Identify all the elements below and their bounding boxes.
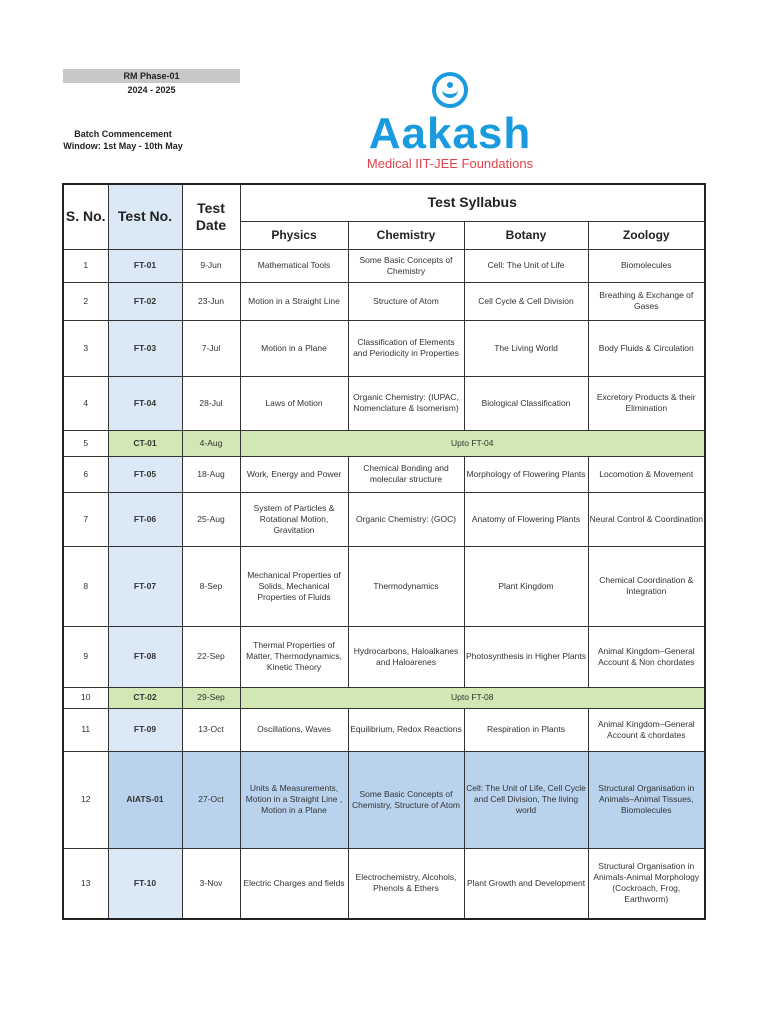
zoology-topic: Body Fluids & Circulation [588,320,705,376]
test-date: 29-Sep [182,687,240,708]
chemistry-topic: Some Basic Concepts of Chemistry, Structure of Atom [348,751,464,848]
test-number: CT-01 [108,430,182,456]
test-date: 4-Aug [182,430,240,456]
botany-topic: Cell Cycle & Cell Division [464,282,588,320]
zoology-topic: Structural Organisation in Animals-Animal Morphology (Cockroach, Frog, Earthworm) [588,848,705,919]
test-date: 23-Jun [182,282,240,320]
table-row [63,249,705,282]
serial-number: 1 [63,249,108,282]
header-test-date: Test Date [182,184,240,249]
botany-topic: Plant Kingdom [464,546,588,626]
botany-topic: Biological Classification [464,376,588,430]
botany-topic: Cell: The Unit of Life [464,249,588,282]
physics-topic: Units & Measurements, Motion in a Straight Line , Motion in a Plane [240,751,348,848]
chemistry-topic: Electrochemistry, Alcohols, Phenols & Ethers [348,848,464,919]
botany-topic: Anatomy of Flowering Plants [464,492,588,546]
header-sno: S. No. [63,184,108,249]
test-number: FT-07 [108,546,182,626]
zoology-topic: Structural Organisation in Animals–Animal Tissues, Biomolecules [588,751,705,848]
header-zoology: Zoology [588,221,705,249]
header-physics: Physics [240,221,348,249]
physics-topic: Thermal Properties of Matter, Thermodynamics, Kinetic Theory [240,626,348,687]
physics-topic: System of Particles & Rotational Motion, Gravitation [240,492,348,546]
table-row [63,456,705,492]
chemistry-topic: Classification of Elements and Periodicity in Properties [348,320,464,376]
test-number: FT-05 [108,456,182,492]
zoology-topic: Breathing & Exchange of Gases [588,282,705,320]
test-number: AIATS-01 [108,751,182,848]
test-number: FT-02 [108,282,182,320]
test-date: 3-Nov [182,848,240,919]
test-date: 18-Aug [182,456,240,492]
batch-window: Batch Commencement Window: 1st May - 10th May [63,129,183,151]
academic-year: 2024 - 2025 [127,85,176,95]
physics-topic: Oscillations, Waves [240,708,348,751]
table-row [63,626,705,687]
physics-topic: Mechanical Properties of Solids, Mechanical Properties of Fluids [240,546,348,626]
test-date: 27-Oct [182,751,240,848]
aakash-logo [350,72,550,171]
logo-tagline: Medical IIT-JEE Foundations [366,156,534,171]
botany-topic: Respiration in Plants [464,708,588,751]
physics-topic: Work, Energy and Power [240,456,348,492]
serial-number: 13 [63,848,108,919]
table-row [63,320,705,376]
test-date: 25-Aug [182,492,240,546]
test-date: 9-Jun [182,249,240,282]
serial-number: 10 [63,687,108,708]
zoology-topic: Locomotion & Movement [588,456,705,492]
syllabus-merged: Upto FT-04 [240,430,705,456]
serial-number: 7 [63,492,108,546]
table-row [63,687,705,708]
serial-number: 6 [63,456,108,492]
test-number: FT-08 [108,626,182,687]
serial-number: 12 [63,751,108,848]
header-test-no: Test No. [108,184,182,249]
botany-topic: Cell: The Unit of Life, Cell Cycle and Cell Division, The living world [464,751,588,848]
aakash-logo-icon [432,72,468,108]
test-number: FT-10 [108,848,182,919]
zoology-topic: Animal Kingdom–General Account & chordates [588,708,705,751]
header-botany: Botany [464,221,588,249]
chemistry-topic: Organic Chemistry: (IUPAC, Nomenclature & Isomerism) [348,376,464,430]
test-date: 7-Jul [182,320,240,376]
physics-topic: Mathematical Tools [240,249,348,282]
chemistry-topic: Hydrocarbons, Haloalkanes and Haloarenes [348,626,464,687]
table-row [63,546,705,626]
table-row [63,492,705,546]
zoology-topic: Chemical Coordination & Integration [588,546,705,626]
test-number: FT-06 [108,492,182,546]
serial-number: 11 [63,708,108,751]
chemistry-topic: Chemical Bonding and molecular structure [348,456,464,492]
serial-number: 2 [63,282,108,320]
test-date: 8-Sep [182,546,240,626]
header-chemistry: Chemistry [348,221,464,249]
zoology-topic: Biomolecules [588,249,705,282]
serial-number: 3 [63,320,108,376]
botany-topic: Plant Growth and Development [464,848,588,919]
serial-number: 9 [63,626,108,687]
table-row [63,376,705,430]
physics-topic: Motion in a Straight Line [240,282,348,320]
test-schedule-table [62,183,706,920]
test-number: CT-02 [108,687,182,708]
table-row [63,848,705,919]
syllabus-merged: Upto FT-08 [240,687,705,708]
zoology-topic: Animal Kingdom–General Account & Non chordates [588,626,705,687]
chemistry-topic: Equilibrium, Redox Reactions [348,708,464,751]
serial-number: 5 [63,430,108,456]
logo-name: Aakash [368,109,532,158]
chemistry-topic: Organic Chemistry: (GOC) [348,492,464,546]
chemistry-topic: Thermodynamics [348,546,464,626]
physics-topic: Electric Charges and fields [240,848,348,919]
chemistry-topic: Structure of Atom [348,282,464,320]
table-row [63,708,705,751]
test-date: 13-Oct [182,708,240,751]
zoology-topic: Excretory Products & their Elimination [588,376,705,430]
test-number: FT-03 [108,320,182,376]
botany-topic: The Living World [464,320,588,376]
test-date: 28-Jul [182,376,240,430]
test-date: 22-Sep [182,626,240,687]
botany-topic: Photosynthesis in Higher Plants [464,626,588,687]
serial-number: 4 [63,376,108,430]
test-number: FT-04 [108,376,182,430]
chemistry-topic: Some Basic Concepts of Chemistry [348,249,464,282]
test-number: FT-09 [108,708,182,751]
physics-topic: Laws of Motion [240,376,348,430]
physics-topic: Motion in a Plane [240,320,348,376]
serial-number: 8 [63,546,108,626]
table-row [63,430,705,456]
phase-label: RM Phase-01 [63,69,240,83]
table-row [63,282,705,320]
table-row [63,751,705,848]
zoology-topic: Neural Control & Coordination [588,492,705,546]
botany-topic: Morphology of Flowering Plants [464,456,588,492]
test-number: FT-01 [108,249,182,282]
header-test-syllabus: Test Syllabus [240,184,705,221]
